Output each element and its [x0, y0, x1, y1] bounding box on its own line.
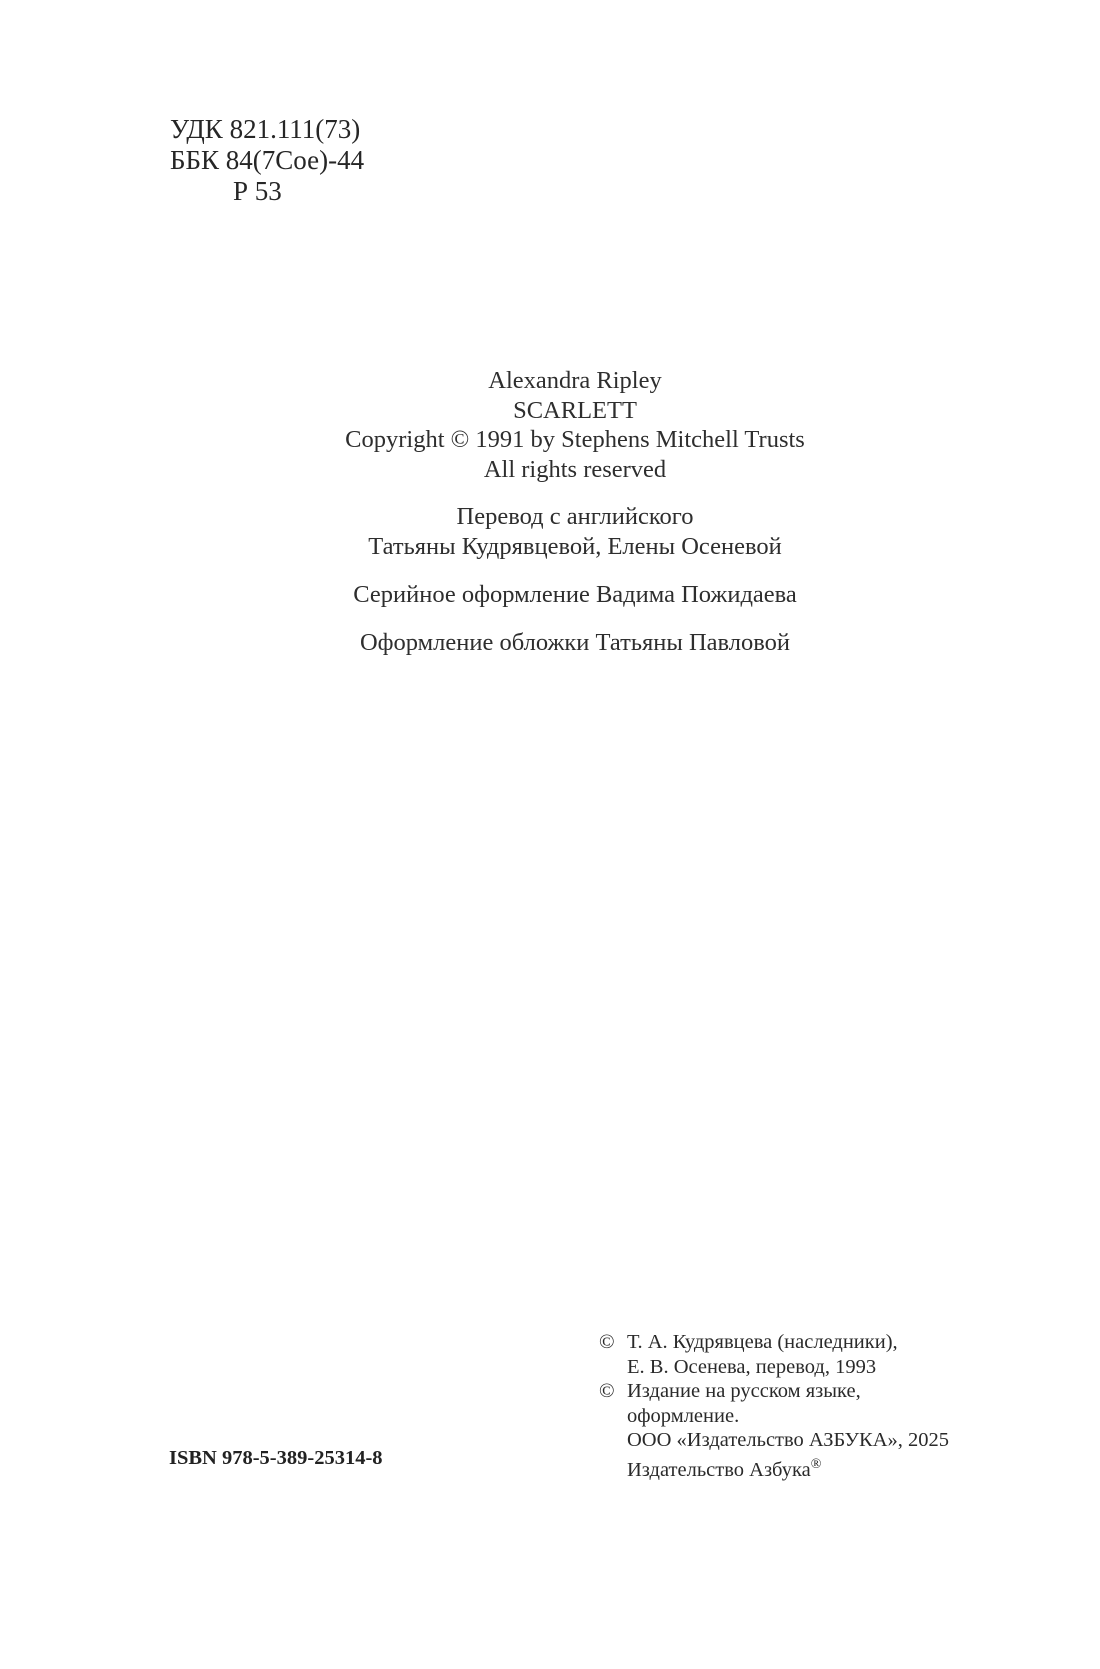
isbn: ISBN 978-5-389-25314-8 [169, 1447, 383, 1469]
publisher-name: ООО «Издательство АЗБУКА», 2025 [627, 1429, 950, 1452]
udk-code: УДК 821.111(73) [170, 114, 361, 144]
library-classification [170, 114, 364, 207]
series-design-text: Серийное оформление Вадима Пожидаева [353, 581, 797, 608]
cover-design-credit [0, 628, 1100, 658]
rights-statement: All rights reserved [483, 455, 667, 483]
notice-continuation [599, 1355, 949, 1380]
notice-text: оформление. [627, 1404, 740, 1427]
notice-continuation [599, 1404, 949, 1429]
notice-text: Е. В. Осенева, перевод, 1993 [627, 1355, 877, 1378]
bbk-code: ББК 84(7Сое)-44 [170, 145, 365, 175]
notice-continuation [599, 1453, 949, 1483]
publisher-brand [627, 1453, 821, 1483]
copyright-icon: © [599, 1380, 615, 1403]
copyright-icon: © [599, 1331, 615, 1353]
notice-continuation [599, 1428, 949, 1453]
original-credits [0, 366, 1100, 484]
notice-text: Издание на русском языке, [627, 1380, 861, 1403]
original-author: Alexandra Ripley [488, 367, 662, 394]
original-title: SCARLETT [513, 396, 637, 424]
registered-trademark-icon: ® [810, 1456, 822, 1472]
notice-text: Т. А. Кудрявцева (наследники), [627, 1331, 898, 1353]
copyright-notices [599, 1330, 949, 1483]
original-copyright: Copyright © 1991 by Stephens Mitchell Trusts [345, 426, 805, 453]
copyright-notice-translation [599, 1330, 949, 1355]
series-design-credit [0, 580, 1100, 610]
translation-label: Перевод с английского [456, 503, 694, 530]
copyright-notice-edition [599, 1379, 949, 1404]
translators: Татьяны Кудрявцевой, Елены Осеневой [368, 532, 782, 560]
author-mark: Р 53 [233, 176, 282, 206]
publisher-brand-text: Издательство Азбука [627, 1458, 811, 1481]
cover-design-text: Оформление обложки Татьяны Павловой [359, 629, 791, 656]
translation-credits [0, 502, 1100, 561]
